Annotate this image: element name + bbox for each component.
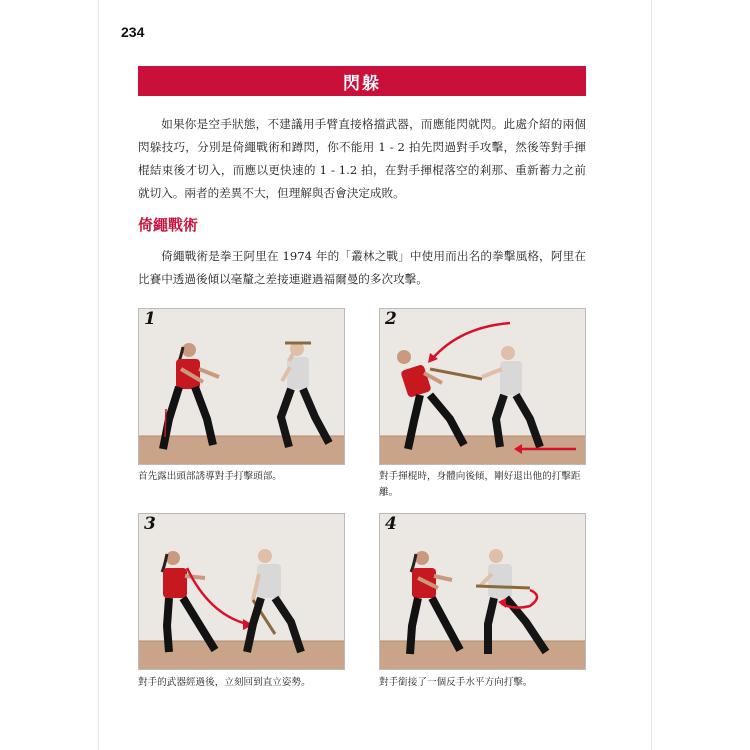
intro-paragraph: 如果你是空手狀態，不建議用手臂直接格擋武器，而應能閃就閃。此處介紹的兩個閃躲技巧，分別是倚繩戰術和蹲閃，你不能用 1 - 2 拍先閃過對手攻擊，然後等對手揮棍結束後才切入，而應以更快速的 1 - 1.2 拍，在對手揮棍落空的剎那、重新蓄力之前就切入。兩者的差異不大，但理解與否會決定成敗。 [138, 117, 586, 200]
section-title: 閃躲 [343, 73, 381, 94]
step-4-number: 4 [385, 514, 397, 534]
step-2-number: 2 [385, 309, 397, 329]
step-2-illustration [380, 309, 586, 465]
step-1-photo [138, 308, 345, 465]
section-banner [138, 66, 586, 96]
step-1-illustration [139, 309, 345, 465]
subsection-paragraph: 倚繩戰術是拳王阿里在 1974 年的「叢林之戰」中使用而出名的拳擊風格，阿里在比賽中透過後傾以毫釐之差接連避過福爾曼的多次攻擊。 [138, 249, 586, 286]
step-3-number: 3 [144, 514, 156, 534]
step-1-caption: 首先露出頭部誘導對手打擊頭部。 [138, 471, 282, 482]
step-1-number: 1 [144, 309, 156, 329]
step-3-illustration [139, 514, 345, 670]
page-number: 234 [121, 24, 145, 40]
subsection-title: 倚繩戰術 [138, 216, 199, 234]
step-4-caption: 對手銜接了一個反手水平方向打擊。 [379, 677, 533, 688]
step-4-illustration [380, 514, 586, 670]
step-4-photo [379, 513, 586, 670]
step-2-caption: 對手揮棍時，身體向後傾，剛好退出他的打擊距離。 [379, 471, 581, 498]
step-3-photo [138, 513, 345, 670]
step-2-photo [379, 308, 586, 465]
step-3-caption: 對手的武器經過後，立刻回到直立姿勢。 [138, 677, 311, 688]
